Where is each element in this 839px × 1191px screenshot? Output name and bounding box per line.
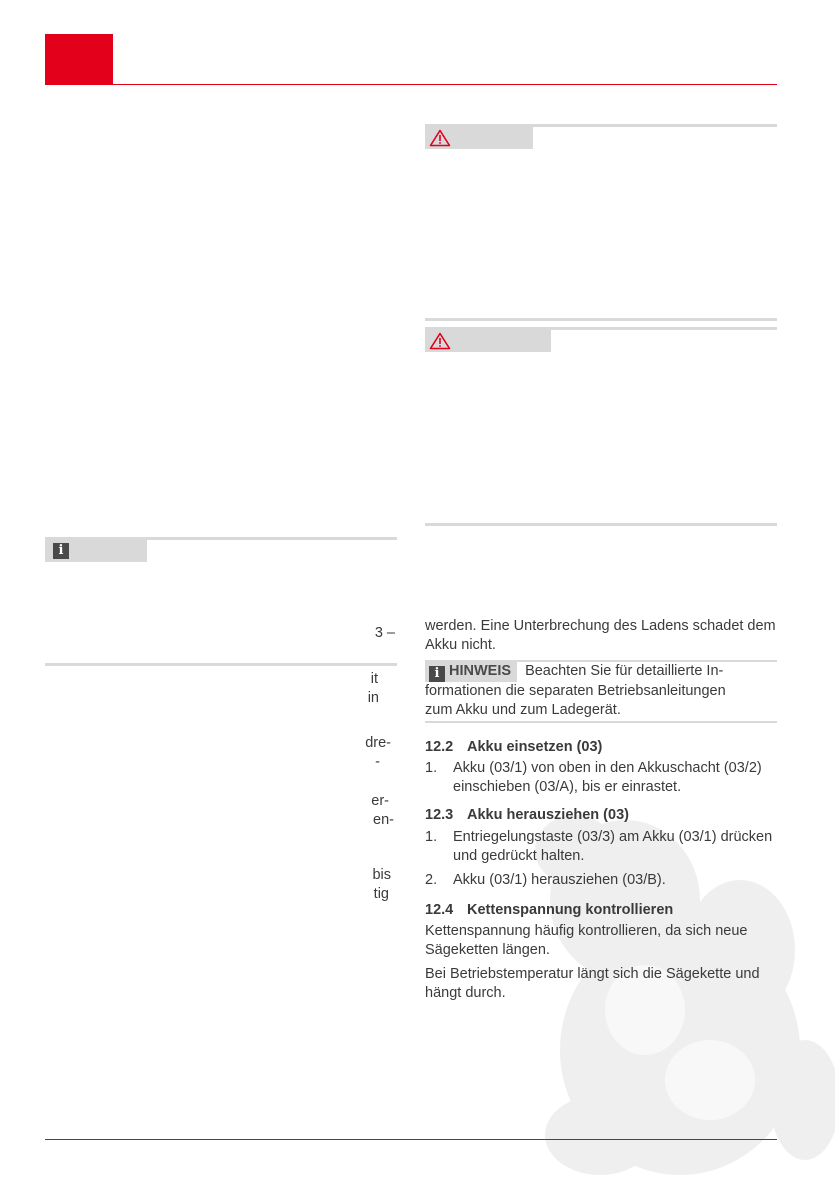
warning-triangle-icon [429,129,451,147]
chapter-tab [45,34,113,84]
warning-box-2-bottom-rule [425,523,777,526]
warning-triangle-icon [429,332,451,350]
section-title: Akku einsetzen (03) [467,739,603,755]
paragraph: Bei Betriebstemperatur längt sich die Sägekette und hängt durch. [425,966,760,1001]
header-rule [45,84,777,85]
footer-rule [45,1139,777,1140]
section-heading [425,901,779,920]
warning-label-2 [425,330,551,352]
step-text: Entriegelungstaste (03/3) am Akku (03/1) drücken und gedrückt halten. [453,829,773,864]
step-text: Akku (03/1) herausziehen (03/B). [453,872,666,888]
section-title: Kettenspannung kontrollieren [467,902,674,918]
hinweis-block [425,662,779,720]
left-fragment: it [370,671,378,687]
section-number: 12.4 [425,902,454,918]
info-icon: i [429,666,445,682]
hinweis-text-line: formationen die separaten Betriebsanleitungen [425,683,726,699]
step-number: 2. [425,872,438,888]
hinweis-label: HINWEIS [449,663,512,679]
list-item [425,871,779,890]
section-number: 12.2 [425,739,454,755]
step-text: Akku (03/1) von oben in den Akkuschacht (03/2) einschieben (03/A), bis er einrastet. [453,760,762,795]
left-fragment: 3 – [374,625,395,641]
left-fragment: en- [373,812,394,828]
warning-label-1 [425,127,533,149]
info-label [45,540,147,562]
left-fragment: - [375,754,380,770]
hinweis-text-line: Beachten Sie für detaillierte In- [525,663,724,679]
step-number: 1. [425,760,438,776]
list-item [425,828,779,866]
left-fragment: er- [371,793,389,809]
hinweis-bottom-rule [425,721,777,723]
left-fragment: in [367,690,379,706]
left-fragment: dre- [365,735,391,751]
section-heading [425,806,779,825]
step-number: 1. [425,829,438,845]
hinweis-tag [425,662,517,682]
section-title: Akku herausziehen (03) [467,807,629,823]
hinweis-text-line: zum Akku und zum Ladegerät. [425,702,621,718]
info-icon: i [53,543,69,559]
warning-box-1-bottom-rule [425,318,777,321]
left-fragment: tig [373,886,389,902]
section-heading [425,738,779,757]
list-item [425,759,779,797]
intro-paragraph: werden. Eine Unterbrechung des Ladens schadet dem Akku nicht. [425,618,776,653]
info-box-bottom-rule [45,663,397,666]
left-fragment: bis [372,867,391,883]
paragraph: Kettenspannung häufig kontrollieren, da sich neue Sägeketten längen. [425,923,748,958]
section-number: 12.3 [425,807,454,823]
